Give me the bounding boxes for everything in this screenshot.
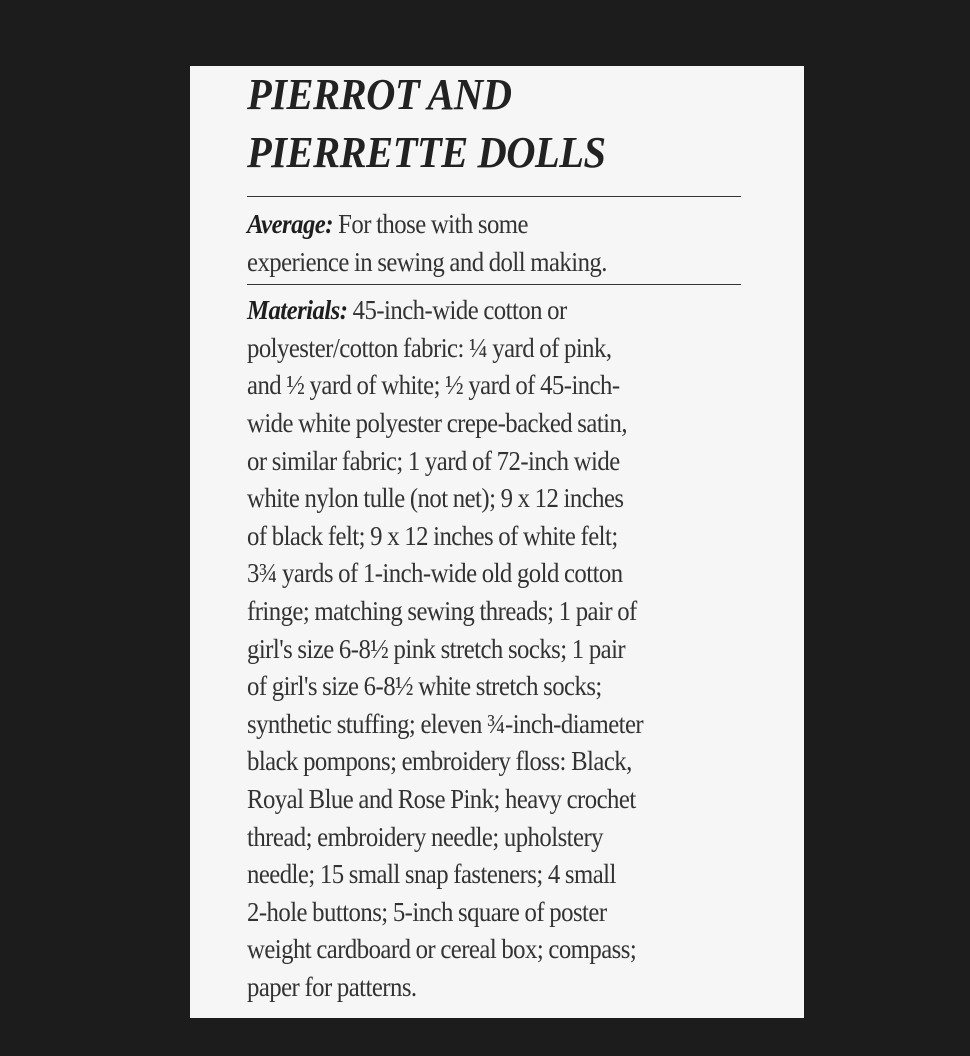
- materials-line: Royal Blue and Rose Pink; heavy crochet: [247, 782, 636, 814]
- document-content: [247, 66, 747, 1005]
- materials-line: synthetic stuffing; eleven ¾-inch-diameter: [247, 707, 644, 739]
- materials-line: paper for patterns.: [247, 970, 417, 1002]
- materials-line: white nylon tulle (not net); 9 x 12 inches: [247, 482, 624, 514]
- divider-rule-middle: [247, 284, 741, 285]
- materials-line: weight cardboard or cereal box; compass;: [247, 933, 637, 965]
- skill-line-2: experience in sewing and doll making.: [247, 245, 607, 277]
- skill-text: For those with some: [332, 208, 528, 239]
- document-page: [190, 66, 804, 1018]
- skill-level-paragraph: [247, 205, 747, 280]
- materials-line: thread; embroidery needle; upholstery: [247, 820, 603, 852]
- materials-line: girl's size 6-8½ pink stretch socks; 1 pair: [247, 632, 626, 664]
- skill-level-label: Average:: [247, 208, 333, 239]
- materials-line: needle; 15 small snap fasteners; 4 small: [247, 858, 616, 890]
- materials-line: 3¾ yards of 1-inch-wide old gold cotton: [247, 557, 623, 589]
- materials-line: and ½ yard of white; ½ yard of 45-inch-: [247, 369, 620, 401]
- skill-line-1: [247, 205, 747, 243]
- divider-rule-top: [247, 196, 741, 197]
- materials-line: fringe; matching sewing threads; 1 pair of: [247, 594, 637, 626]
- title-line-2: PIERRETTE DOLLS: [247, 128, 606, 177]
- materials-line: 2-hole buttons; 5-inch square of poster: [247, 895, 607, 927]
- materials-label: Materials:: [247, 294, 348, 326]
- materials-line: of black felt; 9 x 12 inches of white felt;: [247, 519, 618, 551]
- page-title: [247, 66, 707, 182]
- materials-line: or similar fabric; 1 yard of 72-inch wide: [247, 444, 620, 476]
- materials-line: wide white polyester crepe-backed satin,: [247, 406, 627, 438]
- materials-line-1: [247, 291, 747, 329]
- materials-line: polyester/cotton fabric: ¼ yard of pink,: [247, 331, 612, 363]
- materials-line: of girl's size 6-8½ white stretch socks;: [247, 670, 602, 702]
- materials-text: 45-inch-wide cotton or: [347, 294, 567, 326]
- title-line-1: PIERROT AND: [247, 70, 512, 119]
- materials-paragraph: [247, 291, 747, 1005]
- materials-line: black pompons; embroidery floss: Black,: [247, 745, 632, 777]
